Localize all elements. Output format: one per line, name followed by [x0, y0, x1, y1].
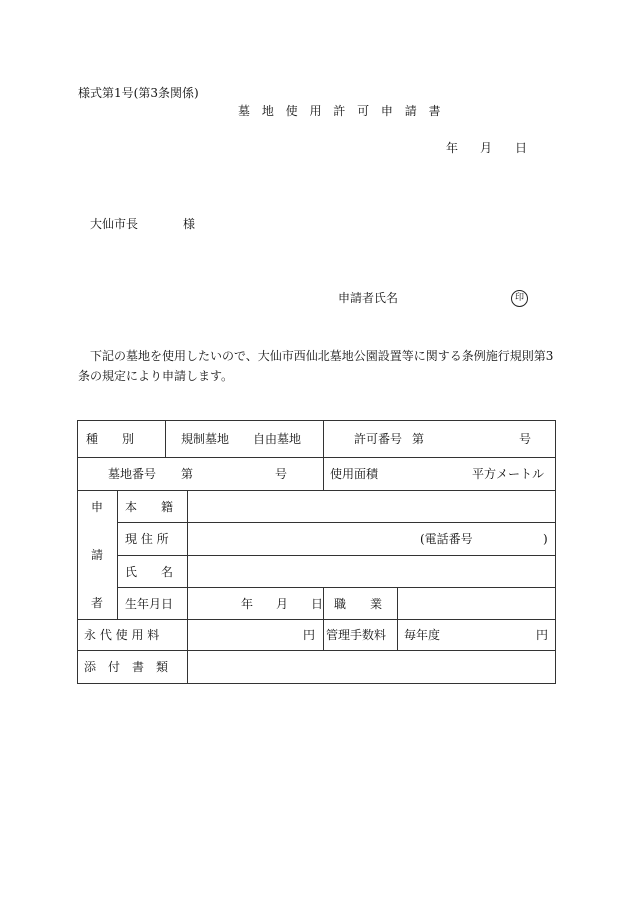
application-statement: 下記の墓地を使用したいので、大仙市西仙北墓地公園設置等に関する条例施行規則第3条の規定により申請します。: [78, 349, 554, 383]
application-form-table: [77, 420, 556, 684]
form-number: 様式第1号(第3条関係): [78, 86, 199, 100]
occupation-label: 職 業: [334, 597, 383, 611]
applicant-group-char-2: 請: [91, 548, 104, 562]
applicant-name-label: 申請者氏名: [338, 291, 399, 305]
col-divider: [323, 421, 324, 490]
permit-number-label: 許可番号: [354, 432, 403, 446]
management-fee-unit: 円: [536, 628, 549, 642]
grave-number-prefix: 第: [181, 467, 194, 481]
phone-close: ): [543, 532, 548, 546]
area-label: 使用面積: [330, 467, 379, 481]
area-unit: 平方メートル: [472, 467, 545, 481]
birth-year-label: 年: [241, 597, 254, 611]
perpetual-fee-label: 永 代 使 用 料: [84, 628, 160, 642]
row-divider: [78, 490, 555, 491]
date-month-label: 月: [480, 141, 493, 155]
row-divider: [117, 522, 555, 523]
management-fee-label: 管理手数料: [326, 628, 387, 642]
grave-number-label: 墓地番号: [108, 467, 157, 481]
col-divider: [117, 490, 118, 619]
col-divider: [165, 421, 166, 457]
perpetual-fee-unit: 円: [303, 628, 316, 642]
permit-number-prefix: 第: [412, 432, 425, 446]
name-label: 氏 名: [125, 565, 174, 579]
addressee-honorific: 様: [183, 217, 196, 231]
row-divider: [78, 650, 555, 651]
birthdate-label: 生年月日: [125, 597, 174, 611]
date-day-label: 日: [515, 141, 528, 155]
row-divider: [117, 587, 555, 588]
type-label: 種 別: [86, 432, 135, 446]
type-option-free[interactable]: 自由墓地: [253, 432, 302, 446]
management-fee-period: 毎年度: [404, 628, 441, 642]
date-year-label: 年: [446, 141, 459, 155]
attachments-label: 添 付 書 類: [84, 660, 169, 674]
address-label: 現 住 所: [125, 532, 169, 546]
col-divider: [323, 587, 324, 650]
grave-number-suffix: 号: [275, 467, 288, 481]
row-divider: [78, 619, 555, 620]
col-divider: [187, 490, 188, 683]
type-option-regulated[interactable]: 規制墓地: [181, 432, 230, 446]
row-divider: [117, 555, 555, 556]
honseki-label: 本 籍: [125, 500, 174, 514]
birth-day-label: 日: [311, 597, 324, 611]
row-divider: [78, 457, 555, 458]
applicant-group-char-1: 申: [91, 500, 104, 514]
birth-month-label: 月: [276, 597, 289, 611]
seal-mark: 印: [511, 290, 528, 307]
phone-label: (電話番号: [420, 532, 473, 546]
addressee-name: 大仙市長: [90, 217, 139, 231]
applicant-group-char-3: 者: [91, 596, 104, 610]
col-divider: [397, 587, 398, 650]
permit-number-suffix: 号: [519, 432, 532, 446]
document-title: 墓 地 使 用 許 可 申 請 書: [238, 104, 445, 118]
